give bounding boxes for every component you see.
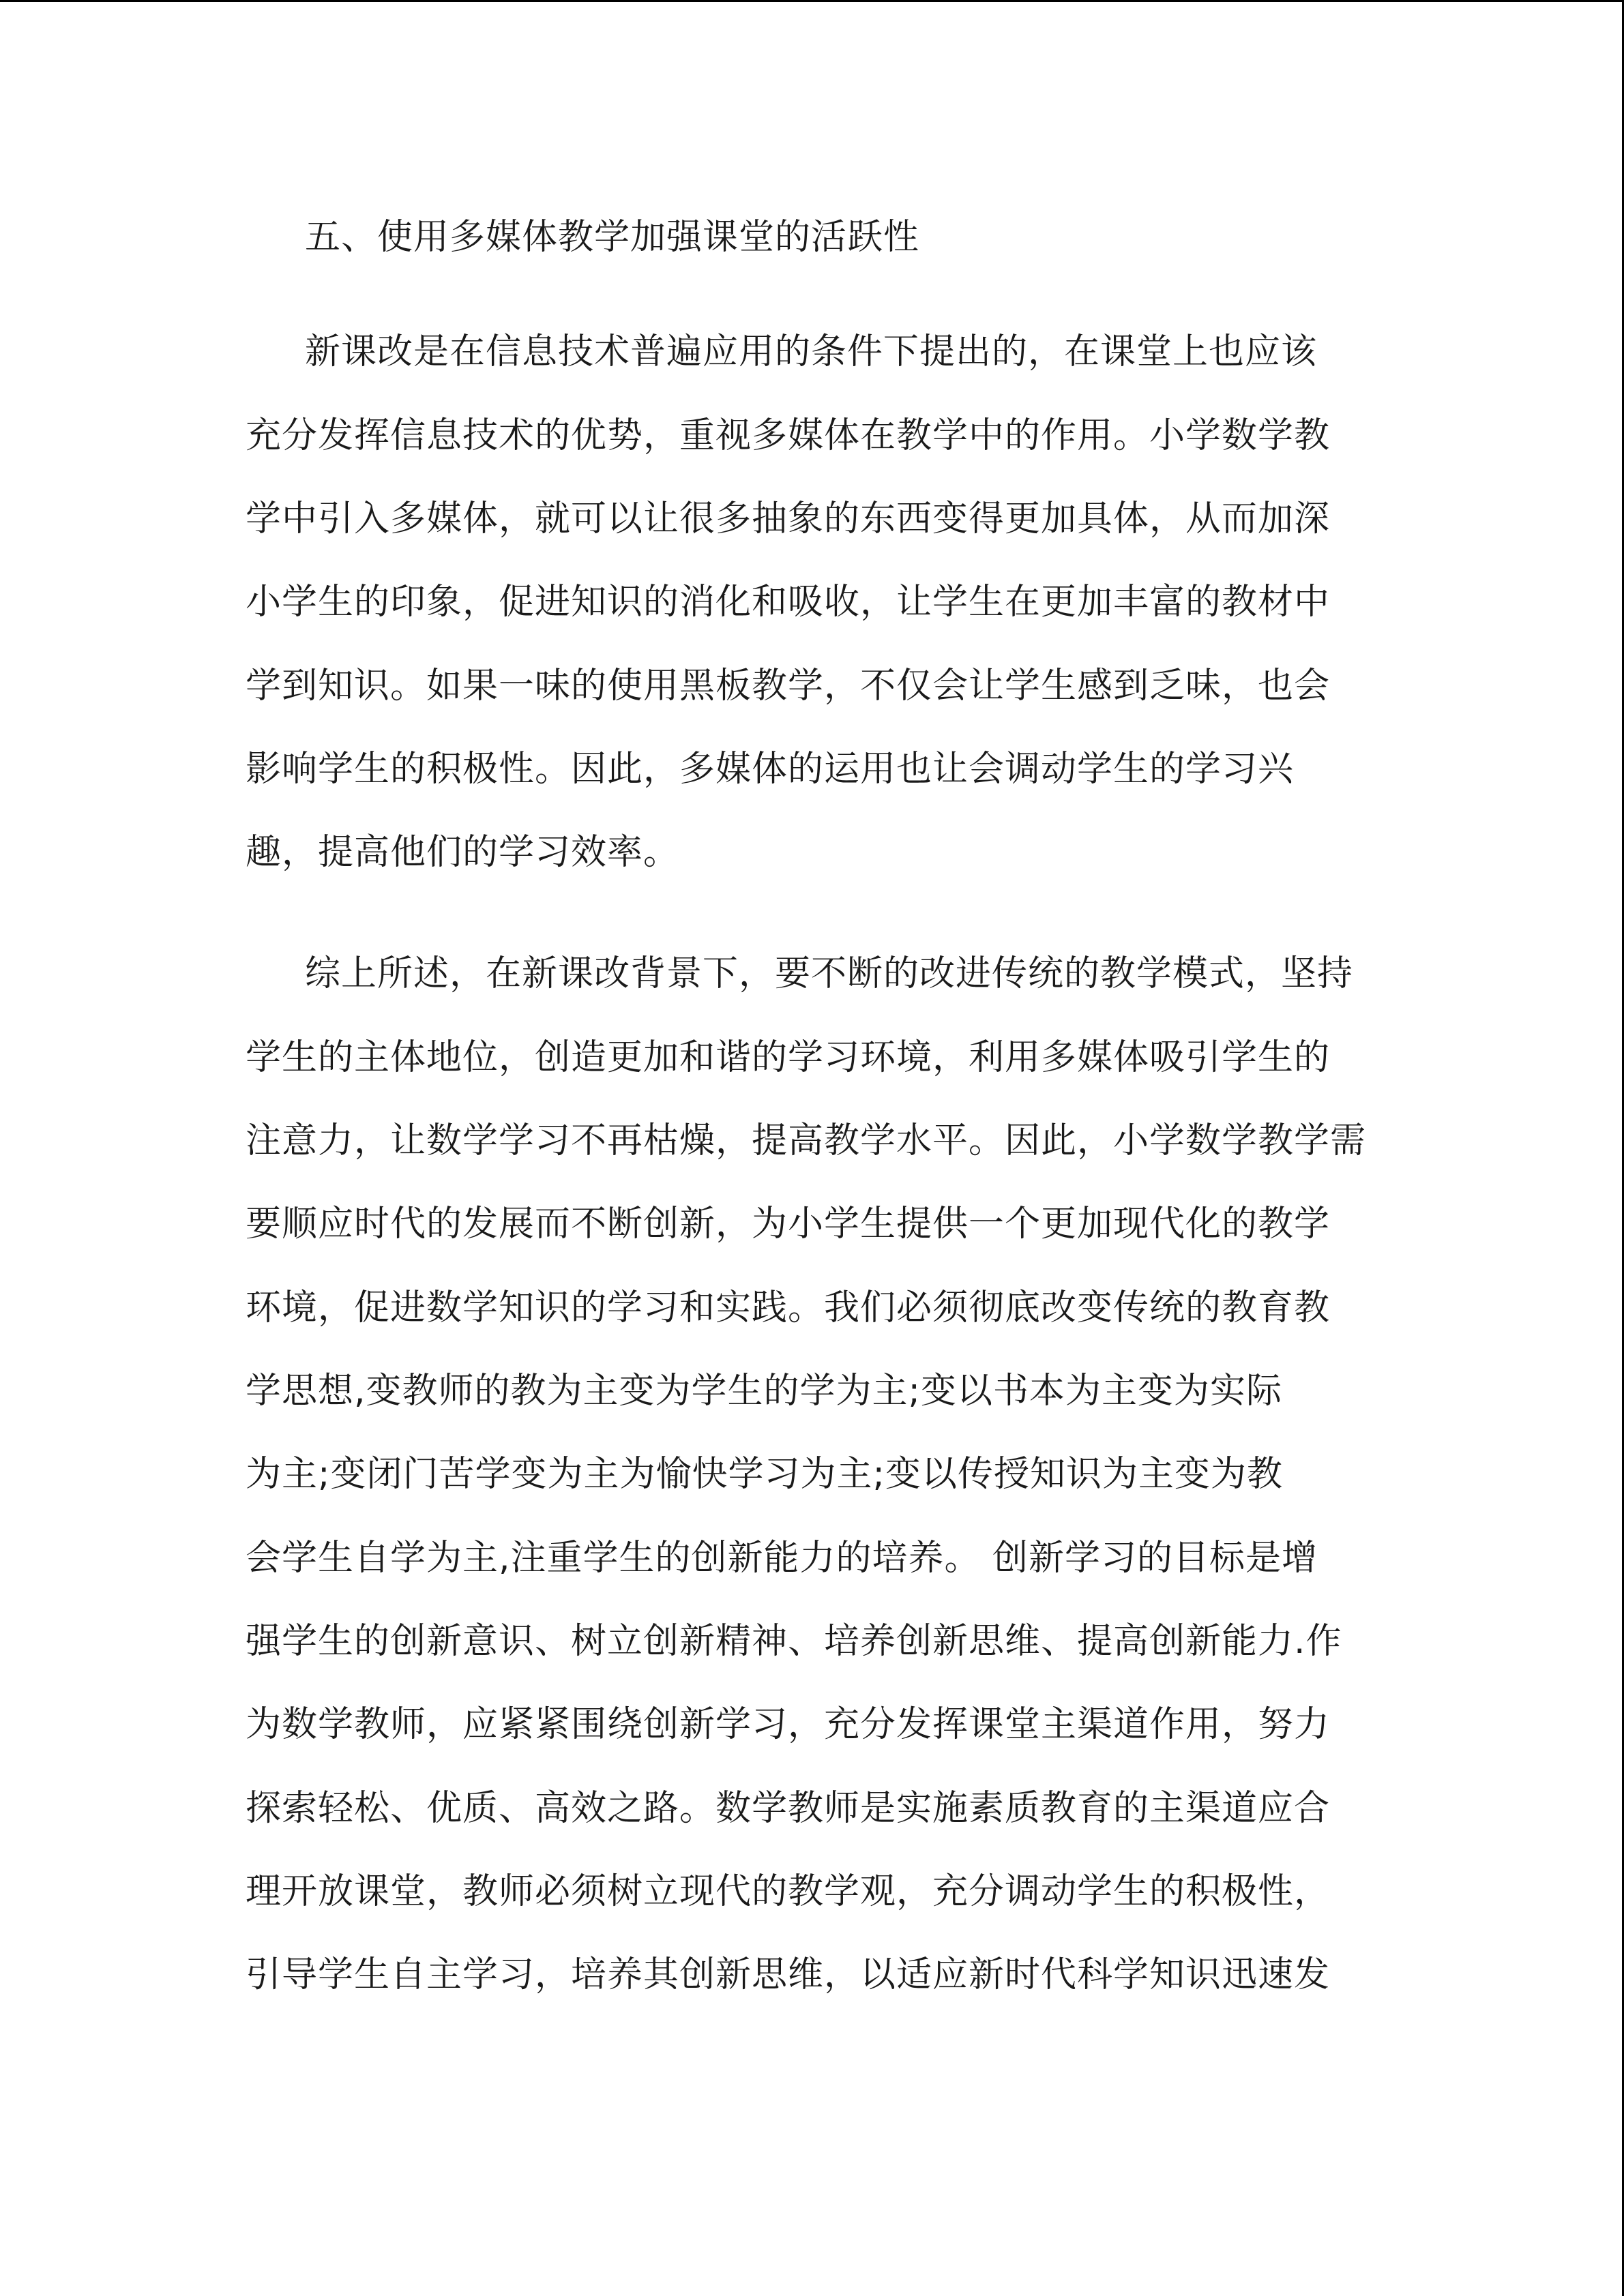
section-heading: 五、使用多媒体教学加强课堂的活跃性	[305, 217, 920, 258]
paragraph-line: 小学生的印象，促进知识的消化和吸收，让学生在更加丰富的教材中	[246, 582, 1331, 623]
paragraph-line: 为数学教师，应紧紧围绕创新学习，充分发挥课堂主渠道作用，努力	[246, 1704, 1331, 1745]
paragraph-line: 学到知识。如果一味的使用黑板教学，不仅会让学生感到乏味，也会	[246, 666, 1331, 706]
paragraph-line: 理开放课堂，教师必须树立现代的教学观，充分调动学生的积极性，	[246, 1871, 1331, 1912]
paragraph-line: 探索轻松、优质、高效之路。数学教师是实施素质教育的主渠道应合	[246, 1788, 1331, 1829]
paragraph-line: 新课改是在信息技术普遍应用的条件下提出的，在课堂上也应该	[305, 331, 1318, 372]
paragraph-line: 强学生的创新意识、树立创新精神、培养创新思维、提高创新能力.作	[246, 1621, 1342, 1662]
paragraph-line: 注意力，让数学学习不再枯燥，提高教学水平。因此，小学数学教学需	[246, 1120, 1367, 1161]
paragraph-line: 会学生自学为主,注重学生的创新能力的培养。 创新学习的目标是增	[246, 1538, 1318, 1579]
paragraph-line: 环境，促进数学知识的学习和实践。我们必须彻底改变传统的教育教	[246, 1287, 1331, 1328]
paragraph-line: 学中引入多媒体，就可以让很多抽象的东西变得更加具体，从而加深	[246, 498, 1331, 539]
paragraph-line: 影响学生的积极性。因此，多媒体的运用也让会调动学生的学习兴	[246, 749, 1295, 790]
paragraph-line: 综上所述，在新课改背景下，要不断的改进传统的教学模式，坚持	[305, 953, 1354, 994]
paragraph-line: 趣，提高他们的学习效率。	[246, 832, 680, 873]
paragraph-line: 学生的主体地位，创造更加和谐的学习环境，利用多媒体吸引学生的	[246, 1037, 1331, 1078]
paragraph-line: 为主;变闭门苦学变为主为愉快学习为主;变以传授知识为主变为教	[246, 1454, 1284, 1495]
paragraph-line: 引导学生自主学习，培养其创新思维，以适应新时代科学知识迅速发	[246, 1954, 1331, 1995]
paragraph-line: 要顺应时代的发展而不断创新，为小学生提供一个更加现代化的教学	[246, 1204, 1331, 1244]
paragraph-line: 充分发挥信息技术的优势，重视多媒体在教学中的作用。小学数学教	[246, 415, 1331, 456]
paragraph-line: 学思想,变教师的教为主变为学生的学为主;变以书本为主变为实际	[246, 1371, 1283, 1412]
